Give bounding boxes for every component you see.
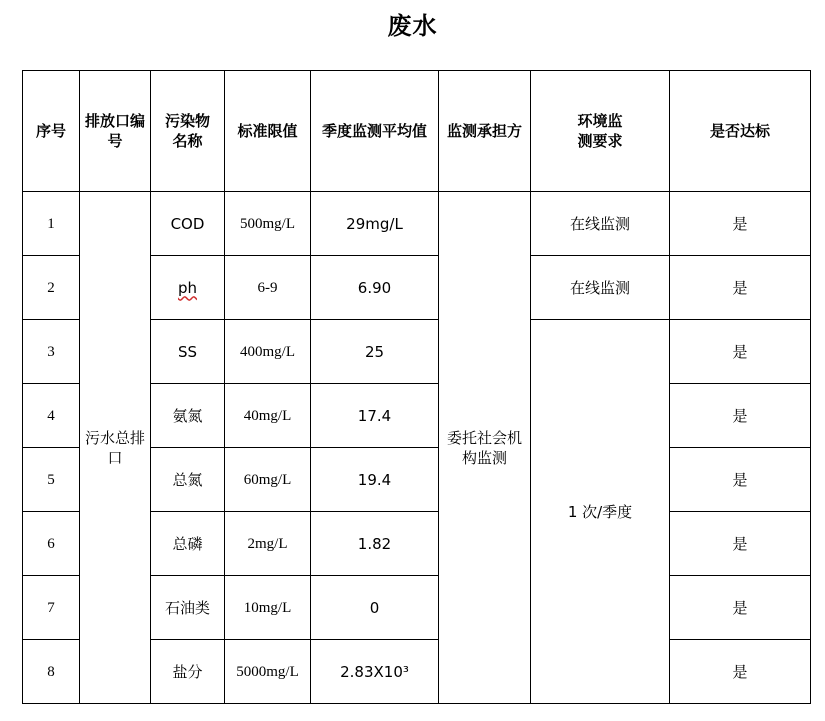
header-compliant: 是否达标 — [670, 71, 811, 192]
cell-limit: 5000mg/L — [225, 640, 311, 704]
cell-seq: 7 — [23, 576, 80, 640]
cell-seq: 3 — [23, 320, 80, 384]
cell-limit: 500mg/L — [225, 192, 311, 256]
table-row — [23, 192, 811, 256]
cell-limit: 40mg/L — [225, 384, 311, 448]
cell-compliant: 是 — [670, 192, 811, 256]
cell-pollutant: 石油类 — [151, 576, 225, 640]
table-header-row — [23, 71, 811, 192]
cell-avg: 0 — [311, 576, 439, 640]
header-pollutant-line2: 名称 — [172, 132, 203, 150]
cell-limit: 2mg/L — [225, 512, 311, 576]
cell-avg: 6.90 — [311, 256, 439, 320]
page-title: 废水 — [387, 12, 438, 40]
header-party: 监测承担方 — [439, 71, 531, 192]
header-requirement-line1: 环境监 — [577, 112, 623, 130]
cell-compliant: 是 — [670, 512, 811, 576]
cell-avg: 17.4 — [311, 384, 439, 448]
header-outlet-line2: 号 — [107, 132, 123, 150]
cell-requirement: 在线监测 — [531, 256, 670, 320]
cell-pollutant: 盐分 — [151, 640, 225, 704]
cell-compliant: 是 — [670, 576, 811, 640]
header-pollutant-line1: 污染物 — [164, 112, 210, 130]
cell-limit: 400mg/L — [225, 320, 311, 384]
cell-pollutant: 总磷 — [151, 512, 225, 576]
cell-limit: 6-9 — [225, 256, 311, 320]
header-seq: 序号 — [23, 71, 80, 192]
cell-compliant: 是 — [670, 384, 811, 448]
cell-compliant: 是 — [670, 448, 811, 512]
cell-pollutant: 氨氮 — [151, 384, 225, 448]
cell-party: 委托社会机构监测 — [439, 192, 531, 704]
header-outlet — [80, 71, 151, 192]
cell-compliant: 是 — [670, 256, 811, 320]
cell-pollutant-text: ph — [177, 278, 198, 297]
cell-avg: 1.82 — [311, 512, 439, 576]
cell-seq: 4 — [23, 384, 80, 448]
cell-pollutant — [151, 256, 225, 320]
cell-pollutant: COD — [151, 192, 225, 256]
cell-seq: 5 — [23, 448, 80, 512]
header-limit: 标准限值 — [225, 71, 311, 192]
cell-seq: 8 — [23, 640, 80, 704]
cell-pollutant: SS — [151, 320, 225, 384]
cell-limit: 10mg/L — [225, 576, 311, 640]
cell-avg: 25 — [311, 320, 439, 384]
cell-compliant: 是 — [670, 320, 811, 384]
cell-compliant: 是 — [670, 640, 811, 704]
header-requirement — [531, 71, 670, 192]
cell-avg: 2.83X10³ — [311, 640, 439, 704]
cell-avg: 29mg/L — [311, 192, 439, 256]
wastewater-table — [22, 70, 811, 704]
cell-seq: 2 — [23, 256, 80, 320]
header-outlet-line1: 排放口编 — [84, 112, 145, 130]
header-pollutant — [151, 71, 225, 192]
cell-avg: 19.4 — [311, 448, 439, 512]
header-avg: 季度监测平均值 — [311, 71, 439, 192]
cell-seq: 6 — [23, 512, 80, 576]
cell-limit: 60mg/L — [225, 448, 311, 512]
cell-pollutant: 总氮 — [151, 448, 225, 512]
header-requirement-line2: 测要求 — [577, 132, 623, 150]
cell-requirement: 1 次/季度 — [531, 320, 670, 704]
cell-seq: 1 — [23, 192, 80, 256]
cell-outlet: 污水总排口 — [80, 192, 151, 704]
cell-requirement: 在线监测 — [531, 192, 670, 256]
